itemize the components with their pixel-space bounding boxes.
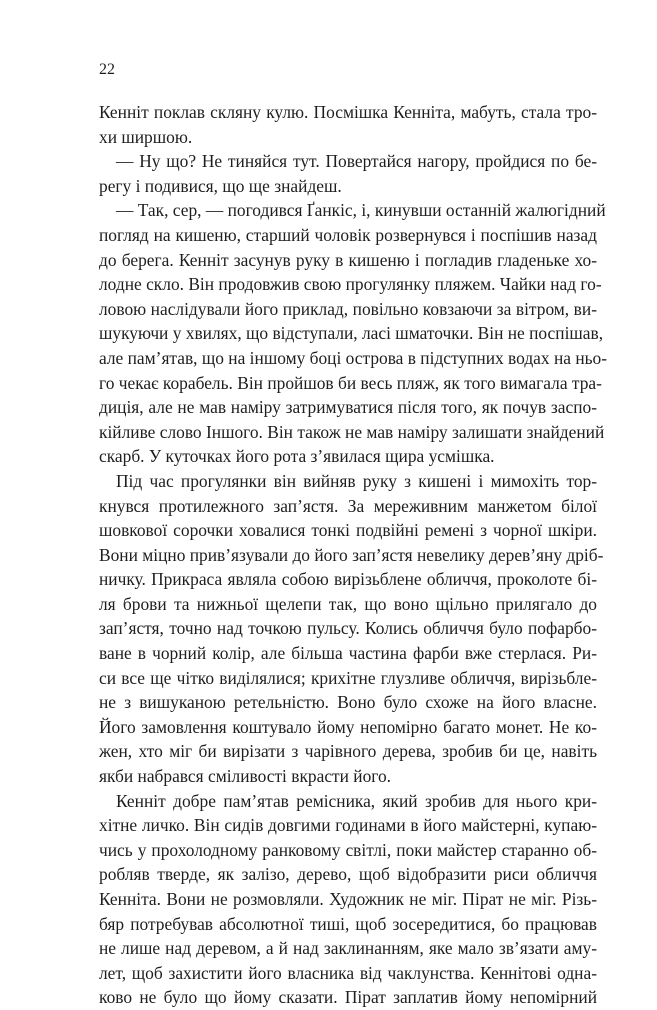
paragraph — [99, 198, 608, 469]
text-line: хітне личко. Він сидів довгими годинами в його майстерні, купаю- — [99, 815, 597, 836]
text-line: робляв тверде, як залізо, дерево, щоб відобразити риси обличчя — [99, 864, 597, 885]
text-line: чись у прохолодному ранковому світлі, поки майстер старанно об- — [99, 839, 597, 860]
text-line: — Ну що? Не тиняйся тут. Повертайся нагору, пройдися по бе- — [116, 151, 597, 172]
text-line: лодне скло. Він продовжив свою прогулянку пляжем. Чайки над го- — [99, 274, 602, 295]
text-line: Кенніт добре пам’ятав ремісника, який зробив для нього кри- — [116, 790, 597, 811]
text-line: диція, але не мав наміру затримуватися після того, як почув заспо- — [99, 397, 597, 418]
text-line: лет, щоб захистити його власника від чаклунства. Кеннітові одна- — [99, 962, 597, 983]
page-number: 22 — [99, 61, 115, 78]
text-line: Кенніта. Вони не розмовляли. Художник не міг. Пірат не міг. Різь- — [99, 889, 597, 909]
text-line: ловою наслідували його приклад, повільно ковзаючи за вітром, ви- — [99, 298, 597, 319]
paragraph — [99, 149, 597, 198]
text-line: шовкової сорочки ховалися тонкі подвійні ремені з чорної шкіри. — [99, 520, 597, 541]
text-line: кнувся протилежного зап’ястя. За мереживним манжетом білої — [99, 495, 597, 516]
text-line: але пам’ятав, що на іншому боці острова в підступних водах на ньо- — [99, 347, 608, 368]
text-line: зап’ястя, точно над точкою пульсу. Колись обличчя було пофарбо- — [99, 618, 597, 639]
text-line: го чекає корабель. Він пройшов би весь пляж, як того вимагала тра- — [99, 372, 602, 393]
text-line: ничку. Прикраса являла собою вирізьблене обличчя, проколоте бі- — [99, 569, 597, 590]
text-line: Його замовлення коштувало йому непомірно багато монет. Не ко- — [99, 716, 597, 737]
text-line: шукуючи у хвилях, що відступали, ласі шматочки. Він не поспішав, — [99, 323, 604, 344]
text-line: до берега. Кенніт засунув руку в кишеню і погладив гладеньке хо- — [99, 249, 597, 270]
text-line: жен, хто міг би вирізати з чарівного дерева, зробив би це, навіть — [99, 741, 597, 762]
text-line: Вони міцно прив’язували до його зап’ястя невелику дерев’яну дріб- — [99, 544, 604, 565]
text-line: не з вишуканою ретельністю. Воно було схоже на його власне. — [99, 692, 597, 713]
text-line: Кенніт поклав скляну кулю. Посмішка Кенніта, мабуть, стала тро- — [99, 102, 597, 122]
text-line: Під час прогулянки він вийняв руку з кишені і мимохіть тор- — [116, 470, 597, 491]
text-line: — Так, сер, — погодився Ґанкіс, і, кинувши останній жалюгідний — [116, 200, 606, 221]
text-line: хи ширшою. — [99, 126, 193, 147]
text-line: ля брови та нижньої щелепи так, що воно щільно прилягало до — [99, 593, 597, 614]
text-line: ване в чорний колір, але більша частина фарби вже стерлася. Ри- — [99, 643, 597, 664]
text-line: си все ще чітко виділялися; крихітне глузливе обличчя, вирізьбле- — [99, 667, 597, 688]
text-line: регу і подивися, що ще знайдеш. — [99, 175, 342, 196]
body-text — [99, 100, 608, 1010]
text-line: ково не було що йому сказати. Пірат заплатив йому непомірний — [99, 987, 597, 1008]
paragraph — [99, 469, 604, 789]
text-line: бяр потребував абсолютної тиші, щоб зосередитися, бо працював — [99, 913, 597, 934]
paragraph — [99, 789, 597, 1010]
text-line: погляд на кишеню, старший чоловік розвернувся і поспішив назад — [99, 224, 597, 245]
paragraph — [99, 100, 597, 149]
text-line: якби набрався сміливості вкрасти його. — [99, 766, 392, 787]
text-line: скарб. У куточках його рота з’явилася щира усмішка. — [99, 446, 495, 467]
text-line: не лише над деревом, а й над заклинанням, яке мало зв’язати аму- — [99, 938, 597, 959]
text-line: кійливе слово Іншого. Він також не мав наміру залишати знайдений — [99, 421, 605, 442]
